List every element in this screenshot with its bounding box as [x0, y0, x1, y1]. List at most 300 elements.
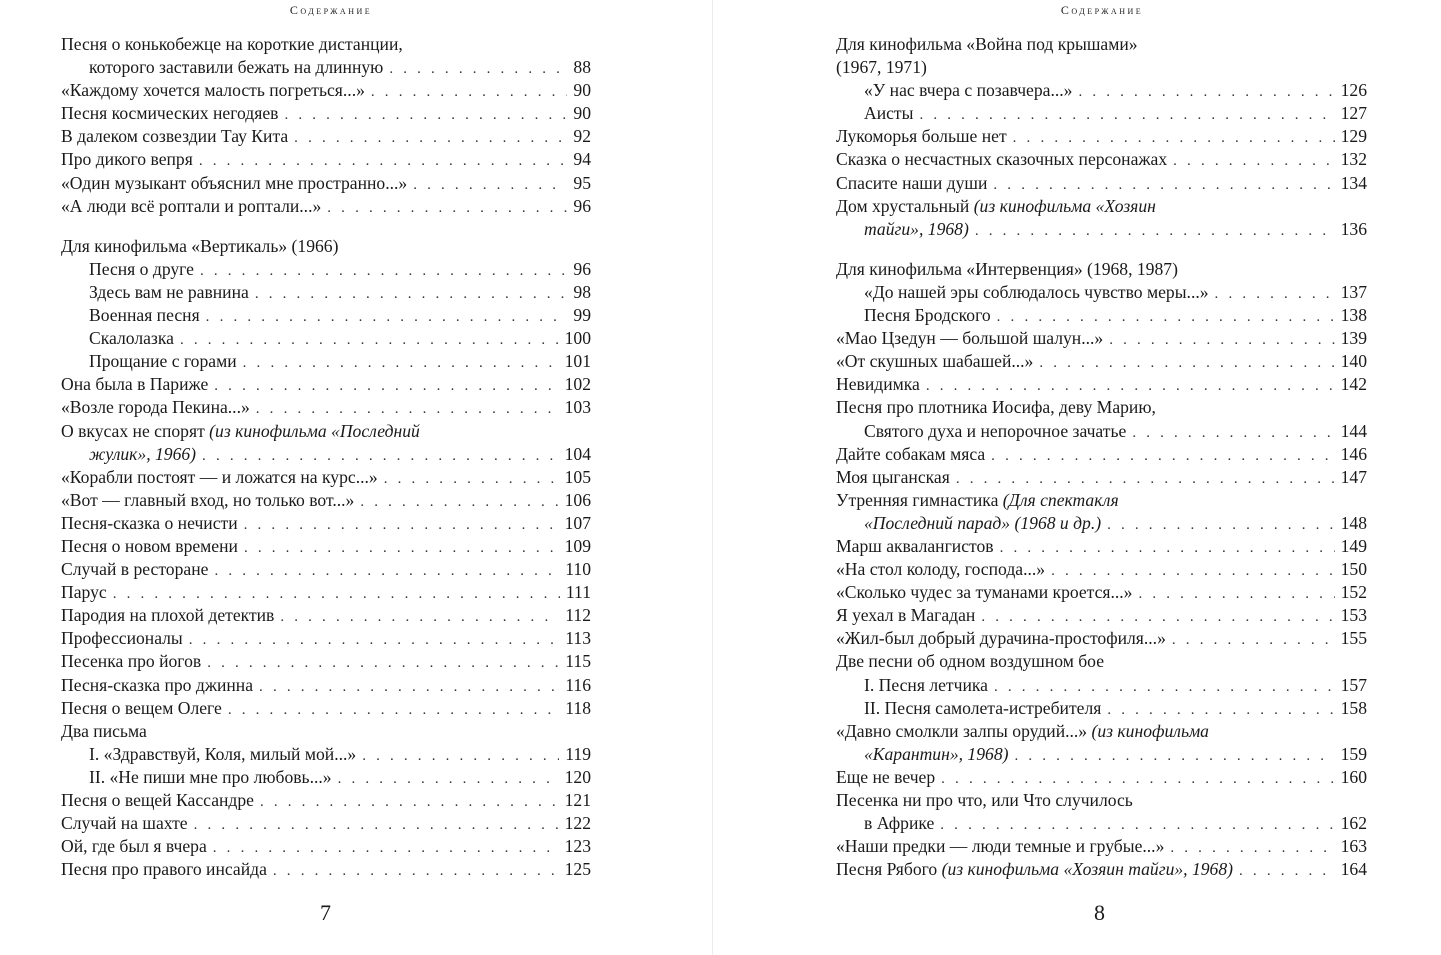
toc-entry-title	[836, 396, 1156, 419]
toc-entry	[61, 558, 591, 581]
toc-entry-title	[61, 558, 208, 581]
toc-entry	[836, 327, 1367, 350]
entry-title-text: «А люди всё роптали и роптали...»	[61, 195, 322, 216]
toc-entry-title	[864, 697, 1101, 720]
toc-entry	[61, 512, 591, 535]
toc-entry-title	[61, 420, 420, 443]
toc-entry	[61, 604, 591, 627]
toc-entry	[61, 79, 591, 102]
toc-page-number: 116	[565, 674, 591, 695]
toc-entry-title	[61, 195, 321, 218]
toc-entry-title	[61, 172, 407, 195]
toc-entry	[836, 720, 1367, 743]
entry-title-text: «Жил-был добрый дурачина-простофиля...»	[836, 628, 1166, 649]
toc-page-number: 147	[1340, 466, 1367, 487]
dot-leader	[228, 699, 559, 722]
toc-entry-title	[89, 443, 196, 466]
toc-page-number: 146	[1340, 443, 1367, 464]
entry-title-text: Песня о вещем Олеге	[61, 697, 222, 718]
toc-page-number: 110	[565, 559, 591, 580]
dot-leader	[199, 150, 568, 173]
toc-entry-title	[61, 650, 201, 673]
dot-leader	[413, 174, 567, 197]
toc-entry	[836, 858, 1367, 881]
dot-leader	[1138, 583, 1334, 606]
toc-entry	[836, 79, 1367, 102]
dot-leader	[941, 768, 1334, 791]
dot-leader	[940, 814, 1334, 837]
entry-title-text: Песня про правого инсайда	[61, 859, 267, 880]
entry-title-text: «Наши предки — люди темные и грубые...»	[836, 836, 1165, 857]
entry-title-text: Скалолазка	[89, 328, 174, 349]
entry-title-text: которого заставили бежать на длинную	[89, 57, 384, 78]
left-page	[0, 0, 712, 955]
toc-entry	[836, 148, 1367, 171]
toc-entry	[61, 396, 591, 419]
toc-entry-title	[836, 148, 1167, 171]
toc-entry-title	[836, 858, 1233, 881]
entry-note-italic: «Последний парад» (1968 и др.)	[864, 512, 1102, 533]
dot-leader	[981, 606, 1334, 629]
entry-title-text: «До нашей эры соблюдалось чувство меры...»	[864, 281, 1209, 302]
entry-title-text: «У нас вчера с позавчера...»	[864, 80, 1073, 101]
entry-title-text: Два письма	[61, 720, 147, 741]
toc-entry-title	[89, 327, 174, 350]
toc-entry-title	[836, 558, 1045, 581]
dot-leader	[294, 127, 567, 150]
toc-page-number: 103	[564, 397, 591, 418]
dot-leader	[259, 676, 559, 699]
toc-page-number: 121	[564, 790, 591, 810]
toc-entry	[61, 125, 591, 148]
toc-entry	[61, 350, 591, 373]
toc-entry	[61, 373, 591, 396]
dot-leader	[1000, 537, 1335, 560]
toc-page-number: 125	[564, 859, 591, 880]
toc-entry	[61, 766, 591, 789]
toc-page-number: 90	[573, 80, 591, 101]
toc-entry	[836, 33, 1367, 56]
toc-entry-title	[836, 258, 1178, 281]
toc-page-number: 139	[1340, 328, 1367, 349]
toc-entry-title	[89, 304, 200, 327]
toc-entry	[836, 835, 1367, 858]
toc-entry-title	[836, 172, 987, 195]
toc-page-number: 92	[573, 126, 591, 147]
entry-title-text: «Каждому хочется малость погреться...»	[61, 80, 365, 101]
toc-entry-title	[61, 396, 250, 419]
toc-entry-title	[836, 373, 920, 396]
dot-leader	[1013, 127, 1335, 150]
running-head: Содержание	[1060, 3, 1144, 17]
entry-title-text: Песенка ни про что, или Что случилось	[836, 790, 1133, 810]
entry-title-text: Святого духа и непорочное зачатье	[864, 420, 1127, 441]
toc-page-number: 122	[564, 813, 591, 834]
toc-page-number: 107	[564, 512, 591, 533]
toc-entry-title	[61, 512, 238, 535]
toc-page-number: 136	[1340, 218, 1367, 239]
toc-entry-title	[864, 218, 969, 241]
toc-entry	[836, 420, 1367, 443]
toc-page-number: 98	[573, 281, 591, 302]
dot-leader	[362, 745, 559, 768]
toc-entry-title	[61, 812, 188, 835]
entry-title-text: Марш аквалангистов	[836, 535, 994, 556]
toc-entry	[836, 125, 1367, 148]
dot-leader	[180, 329, 559, 352]
entry-title-text: в Африке	[864, 813, 935, 834]
toc-entry-title	[836, 581, 1132, 604]
dot-leader	[994, 676, 1335, 699]
toc-page-number: 99	[573, 305, 591, 326]
toc-entry-title	[836, 489, 1119, 512]
dot-leader	[338, 768, 559, 791]
dot-leader	[1239, 860, 1335, 883]
toc-entry-title	[836, 56, 927, 79]
toc-entry-title	[864, 304, 991, 327]
toc-entry-title	[864, 281, 1209, 304]
dot-leader	[214, 375, 558, 398]
toc-entry	[836, 56, 1367, 79]
entry-title-text: Для кинофильма «Война под крышами»	[836, 34, 1138, 54]
entry-title-text: Сказка о несчастных сказочных персонажах	[836, 149, 1168, 170]
toc-page-number: 159	[1340, 743, 1367, 764]
toc-entry	[836, 489, 1367, 512]
dot-leader	[956, 468, 1335, 491]
dot-leader	[194, 814, 559, 837]
dot-leader	[327, 197, 567, 220]
dot-leader	[244, 514, 559, 537]
entry-note-italic: «Карантин», 1968)	[864, 743, 1009, 764]
toc-entry-title	[836, 33, 1138, 56]
toc-entry-title	[864, 512, 1101, 535]
toc-entry-title	[836, 627, 1166, 650]
dot-leader	[384, 468, 559, 491]
dot-leader	[389, 58, 567, 81]
toc-entry	[836, 396, 1367, 419]
toc-entry	[836, 766, 1367, 789]
toc-entry-title	[61, 466, 378, 489]
running-head: Содержание	[289, 3, 373, 17]
toc-entry	[836, 535, 1367, 558]
entry-note-italic: (Для спектакля	[1002, 489, 1119, 510]
toc-entry-title	[836, 835, 1164, 858]
entry-title-text: Песня-сказка о нечисти	[61, 512, 238, 533]
toc-page-number: 118	[565, 697, 591, 718]
entry-note-italic: (из кинофильма «Последний	[209, 420, 420, 441]
toc-entry	[61, 172, 591, 195]
toc-entry-title	[864, 79, 1072, 102]
toc-page-number: 102	[564, 374, 591, 395]
dot-leader	[213, 837, 559, 860]
toc-page-number: 88	[573, 57, 591, 78]
dot-leader	[1170, 837, 1334, 860]
toc-entry	[836, 258, 1367, 281]
dot-leader	[1173, 150, 1334, 173]
toc-page-number: 126	[1340, 80, 1367, 101]
toc-entry	[61, 627, 591, 650]
toc-entry	[836, 443, 1367, 466]
toc-page-number: 104	[564, 443, 591, 464]
entry-title-text: (1967, 1971)	[836, 57, 927, 78]
toc-entry-title	[61, 102, 278, 125]
dot-leader	[1107, 699, 1334, 722]
toc-entry-title	[864, 674, 988, 697]
toc-page-number: 155	[1340, 628, 1367, 649]
toc-page-number: 96	[573, 195, 591, 216]
toc-entry-title	[61, 604, 274, 627]
dot-leader	[260, 791, 559, 814]
dot-leader	[284, 104, 567, 127]
toc-page-number: 148	[1340, 512, 1367, 533]
page-number: 8	[1094, 900, 1105, 925]
toc-entry-title	[61, 148, 193, 171]
toc-entry-title	[61, 79, 365, 102]
toc-page-number: 142	[1340, 374, 1367, 395]
toc-entry-title	[61, 33, 403, 56]
entry-title-text: «Мао Цзедун — большой шалун...»	[836, 328, 1104, 349]
dot-leader	[244, 537, 559, 560]
toc-entry-title	[864, 812, 934, 835]
toc-entry-title	[89, 743, 356, 766]
entry-title-text: Песня о вещей Кассандре	[61, 790, 254, 810]
toc-entry	[61, 789, 591, 812]
toc-entry-title	[61, 789, 254, 812]
entry-title-text: Песня Рябого	[836, 859, 938, 880]
entry-title-text: «Корабли постоят — и ложатся на курс...»	[61, 466, 378, 487]
toc-page-number: 127	[1340, 103, 1367, 124]
entry-title-text: Песенка про йогов	[61, 651, 202, 672]
toc-entry-title	[61, 535, 238, 558]
entry-title-text: II. «Не пиши мне про любовь...»	[89, 766, 332, 787]
entry-title-text: Ой, где был я вчера	[61, 836, 207, 857]
toc-entry	[836, 350, 1367, 373]
entry-title-text: «Сколько чудес за туманами кроется...»	[836, 582, 1133, 603]
dot-leader	[1039, 352, 1334, 375]
entry-title-text: Дайте собакам мяса	[836, 443, 986, 464]
toc-page-number: 115	[565, 651, 591, 672]
entry-title-text: Военная песня	[89, 305, 200, 326]
dot-leader	[1109, 329, 1334, 352]
entry-title-text: В далеком созвездии Тау Кита	[61, 126, 289, 147]
entry-title-text: «От скушных шабашей...»	[836, 351, 1034, 372]
toc-page-number: 120	[564, 766, 591, 787]
page-number: 7	[320, 900, 331, 925]
entry-title-text: Спасите наши души	[836, 172, 988, 193]
dot-leader	[1051, 560, 1335, 583]
dot-leader	[975, 220, 1335, 243]
toc-entry-title	[89, 258, 194, 281]
entry-title-text: Песня-сказка про джинна	[61, 674, 254, 695]
toc-page-number: 95	[573, 172, 591, 193]
toc-entry	[61, 304, 591, 327]
entry-title-text: О вкусах не спорят	[61, 420, 205, 441]
dot-leader	[200, 260, 567, 283]
toc-entry	[61, 812, 591, 835]
entry-title-text: Песня Бродского	[864, 305, 991, 326]
toc-page-number: 106	[564, 489, 591, 510]
toc-entry	[836, 466, 1367, 489]
toc-entry-title	[836, 327, 1103, 350]
toc-entry	[61, 327, 591, 350]
toc-page-number: 94	[573, 149, 591, 170]
toc-entry	[61, 581, 591, 604]
entry-title-text: Песня о друге	[89, 258, 194, 279]
toc-page-number: 144	[1340, 420, 1367, 441]
toc-entry	[836, 604, 1367, 627]
toc-entry	[61, 835, 591, 858]
right-page	[714, 0, 1441, 955]
toc-entry-title	[864, 102, 913, 125]
toc-entry	[836, 558, 1367, 581]
table-of-contents	[61, 33, 591, 881]
dot-leader	[997, 306, 1335, 329]
toc-entry-title	[61, 627, 183, 650]
toc-entry-title	[836, 720, 1209, 743]
toc-entry	[61, 195, 591, 218]
toc-entry	[61, 281, 591, 304]
dot-leader	[919, 104, 1334, 127]
toc-entry	[61, 489, 591, 512]
entry-title-text: Я уехал в Магадан	[836, 605, 976, 626]
dot-leader	[256, 398, 559, 421]
toc-entry	[61, 258, 591, 281]
entry-note-italic: (из кинофильма «Хозяин	[973, 195, 1156, 216]
toc-entry-title	[89, 350, 237, 373]
toc-entry-title	[61, 489, 354, 512]
toc-entry	[61, 535, 591, 558]
entry-title-text: Еще не вечер	[836, 766, 936, 787]
entry-title-text: Песня космических негодяев	[61, 103, 279, 124]
entry-title-text: «Вот — главный вход, но только вот...»	[61, 489, 355, 510]
toc-page-number: 157	[1340, 674, 1367, 695]
dot-leader	[214, 560, 559, 583]
toc-entry	[61, 674, 591, 697]
dot-leader	[207, 652, 559, 675]
dot-leader	[280, 606, 559, 629]
entry-title-text: Для кинофильма «Интервенция» (1968, 1987)	[836, 258, 1178, 279]
toc-page-number: 90	[573, 103, 591, 124]
entry-title-text: Дом хрустальный	[836, 195, 970, 216]
toc-entry-title	[61, 235, 338, 258]
toc-entry-title	[61, 858, 267, 881]
toc-page-number: 129	[1340, 126, 1367, 147]
dot-leader	[255, 283, 568, 306]
toc-entry	[61, 148, 591, 171]
dot-leader	[1107, 514, 1335, 537]
entry-title-text: «Возле города Пекина...»	[61, 397, 250, 418]
toc-entry	[836, 789, 1367, 812]
toc-page-number: 153	[1340, 605, 1367, 626]
toc-page-number: 119	[565, 743, 591, 764]
toc-entry-title	[61, 581, 107, 604]
entry-note-italic: тайги», 1968)	[864, 218, 969, 239]
toc-page-number: 140	[1340, 351, 1367, 372]
entry-title-text: II. Песня самолета-истребителя	[864, 697, 1102, 718]
dot-leader	[1078, 81, 1334, 104]
toc-page-number: 101	[564, 351, 591, 372]
toc-entry-title	[836, 195, 1156, 218]
toc-entry-title	[836, 535, 994, 558]
dot-leader	[360, 491, 558, 514]
toc-page-number: 100	[564, 328, 591, 349]
toc-page-number: 96	[573, 258, 591, 279]
entry-note-italic: (из кинофильма	[1091, 720, 1209, 741]
toc-entry	[61, 650, 591, 673]
toc-page-number: 149	[1340, 535, 1367, 556]
toc-entry	[836, 172, 1367, 195]
toc-entry-title	[836, 466, 950, 489]
toc-entry-title	[836, 125, 1007, 148]
entry-title-text: I. «Здравствуй, Коля, милый мой...»	[89, 743, 357, 764]
toc-entry-title	[89, 281, 249, 304]
entry-title-text: «Один музыкант объяснил мне пространно...»	[61, 172, 408, 193]
entry-title-text: Две песни об одном воздушном бое	[836, 651, 1105, 672]
toc-page-number: 162	[1340, 813, 1367, 834]
toc-entry	[836, 281, 1367, 304]
dot-leader	[273, 860, 559, 883]
entry-title-text: Случай в ресторане	[61, 559, 209, 580]
toc-page-number: 113	[565, 628, 591, 649]
toc-page-number: 105	[564, 466, 591, 487]
toc-entry	[836, 812, 1367, 835]
dot-leader	[113, 583, 560, 606]
toc-entry	[61, 235, 591, 258]
table-of-contents	[836, 33, 1367, 881]
toc-entry-title	[89, 56, 383, 79]
toc-entry-title	[836, 350, 1033, 373]
entry-title-text: Она была в Париже	[61, 374, 209, 395]
toc-page-number: 163	[1340, 836, 1367, 857]
entry-title-text: Утренняя гимнастика	[836, 489, 999, 510]
toc-page-number: 150	[1340, 559, 1367, 580]
toc-entry-title	[89, 766, 332, 789]
entry-title-text: Песня о конькобежце на короткие дистанции,	[61, 34, 403, 54]
toc-entry	[61, 102, 591, 125]
entry-title-text: Невидимка	[836, 374, 920, 395]
toc-entry-title	[61, 720, 147, 743]
toc-entry-title	[836, 650, 1104, 673]
dot-leader	[1014, 745, 1334, 768]
toc-entry-title	[836, 604, 975, 627]
dot-leader	[1215, 283, 1335, 306]
toc-entry-title	[836, 443, 985, 466]
toc-entry	[836, 304, 1367, 327]
toc-entry-title	[61, 373, 208, 396]
toc-entry-title	[864, 743, 1008, 766]
dot-leader	[243, 352, 559, 375]
toc-entry	[61, 743, 591, 766]
toc-page-number: 138	[1340, 305, 1367, 326]
toc-page-number: 123	[564, 836, 591, 857]
toc-page-number: 152	[1340, 582, 1367, 603]
entry-title-text: Прощание с горами	[89, 351, 237, 372]
toc-page-number: 137	[1340, 281, 1367, 302]
entry-title-text: Песня про плотника Иосифа, деву Марию,	[836, 397, 1156, 418]
toc-entry	[61, 858, 591, 881]
toc-entry	[61, 420, 591, 443]
dot-leader	[202, 445, 559, 468]
toc-entry	[836, 373, 1367, 396]
dot-leader	[206, 306, 568, 329]
dot-leader	[189, 629, 559, 652]
dot-leader	[1132, 422, 1334, 445]
toc-entry	[836, 627, 1367, 650]
toc-page-number: 109	[564, 535, 591, 556]
toc-entry	[61, 33, 591, 56]
dot-leader	[991, 445, 1334, 468]
entry-title-text: Про дикого вепря	[61, 149, 193, 170]
